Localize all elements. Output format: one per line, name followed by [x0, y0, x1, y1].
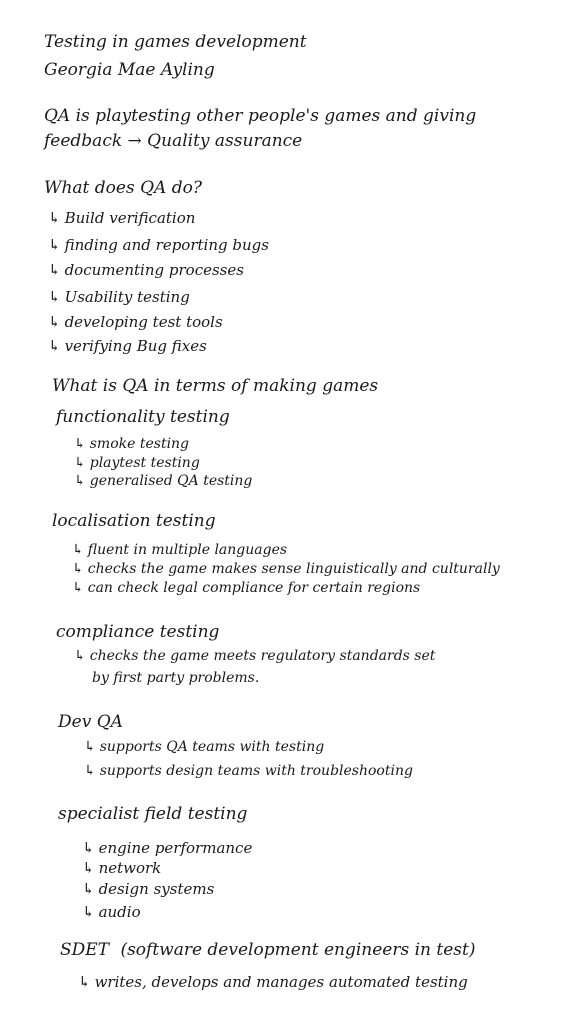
functionality-heading-text: functionality testing [56, 407, 230, 427]
sdet-item-text: writes, develops and manages automated testing [94, 973, 468, 991]
localisation-item-text: fluent in multiple languages [87, 542, 288, 558]
localisation-item-text: checks the game makes sense linguistically and culturally [87, 561, 500, 577]
arrow-icon: ↳ [82, 859, 95, 877]
arrow-icon: ↳ [48, 313, 61, 331]
arrow-icon: ↳ [48, 337, 61, 355]
arrow-icon: ↳ [74, 473, 86, 489]
arrow-icon: ↳ [74, 436, 86, 452]
intro-line-2: feedback → Quality assurance [44, 131, 303, 151]
intro-line-1: QA is playtesting other people's games and giving [44, 106, 477, 126]
arrow-icon: ↳ [72, 542, 84, 558]
localisation-heading [52, 511, 216, 531]
localisation-item [72, 542, 287, 559]
qa-item [48, 236, 269, 254]
arrow-icon: ↳ [72, 580, 84, 596]
arrow-icon: ↳ [82, 839, 95, 857]
functionality-item [74, 455, 200, 472]
functionality-item [74, 473, 252, 490]
functionality-heading [56, 407, 230, 427]
arrow-icon: ↳ [74, 648, 86, 664]
functionality-item-text: smoke testing [89, 436, 190, 452]
arrow-icon: ↳ [74, 455, 86, 471]
sdet-heading-text: SDET [60, 940, 110, 960]
arrow-icon: ↳ [84, 763, 96, 779]
localisation-heading-text: localisation testing [52, 511, 216, 531]
arrow-icon: ↳ [48, 209, 61, 227]
qa-item [48, 288, 190, 306]
specialist-item [82, 903, 141, 921]
notes-author: Georgia Mae Ayling [44, 60, 215, 80]
dev-qa-item-text: supports design teams with troubleshooting [99, 763, 413, 779]
dev-qa-heading [58, 712, 123, 732]
arrow-icon: ↳ [48, 236, 61, 254]
specialist-item [82, 839, 252, 857]
qa-item-text: developing test tools [64, 313, 223, 331]
specialist-item-text: audio [98, 903, 141, 921]
sdet-item [78, 973, 468, 991]
specialist-item-text: design systems [98, 880, 215, 898]
compliance-heading [56, 622, 219, 642]
dev-qa-item [84, 739, 324, 756]
arrow-icon: ↳ [72, 561, 84, 577]
sdet-heading [60, 940, 475, 960]
specialist-item-text: network [98, 859, 162, 877]
qa-item-text: verifying Bug fixes [64, 337, 207, 355]
localisation-item [72, 561, 500, 578]
compliance-heading-text: compliance testing [56, 622, 220, 642]
notes-title: Testing in games development [44, 32, 307, 52]
qa-item [48, 313, 223, 331]
dev-qa-item [84, 763, 413, 780]
localisation-item [72, 580, 420, 597]
qa-question: What does QA do? [44, 178, 202, 198]
qa-item-text: finding and reporting bugs [64, 236, 269, 254]
arrow-icon: ↳ [84, 739, 96, 755]
functionality-item [74, 436, 189, 453]
sdet-heading-rest: (software development engineers in test) [120, 940, 476, 960]
functionality-item-text: generalised QA testing [89, 473, 253, 489]
arrow-icon: ↳ [82, 880, 95, 898]
qa-item-text: Build verification [64, 209, 196, 227]
compliance-line-1-text: checks the game meets regulatory standards set [89, 648, 436, 664]
arrow-icon: ↳ [78, 973, 91, 991]
specialist-heading [58, 804, 247, 824]
arrow-icon: ↳ [82, 903, 95, 921]
qa-item [48, 337, 207, 355]
compliance-line-1 [74, 648, 435, 665]
dev-qa-item-text: supports QA teams with testing [99, 739, 325, 755]
functionality-item-text: playtest testing [89, 455, 200, 471]
specialist-item [82, 880, 214, 898]
arrow-icon: ↳ [48, 288, 61, 306]
specialist-heading-text: specialist field testing [58, 804, 248, 824]
localisation-item-text: can check legal compliance for certain regions [87, 580, 421, 596]
specialist-item [82, 859, 161, 877]
arrow-icon: ↳ [48, 261, 61, 279]
qa-item-text: documenting processes [64, 261, 244, 279]
qa-item [48, 261, 244, 279]
specialist-item-text: engine performance [98, 839, 253, 857]
making-games-heading: What is QA in terms of making games [52, 376, 379, 396]
qa-item-text: Usability testing [64, 288, 190, 306]
compliance-line-2: by first party problems. [92, 670, 260, 686]
qa-item [48, 209, 195, 227]
dev-qa-heading-text: Dev QA [58, 712, 123, 732]
